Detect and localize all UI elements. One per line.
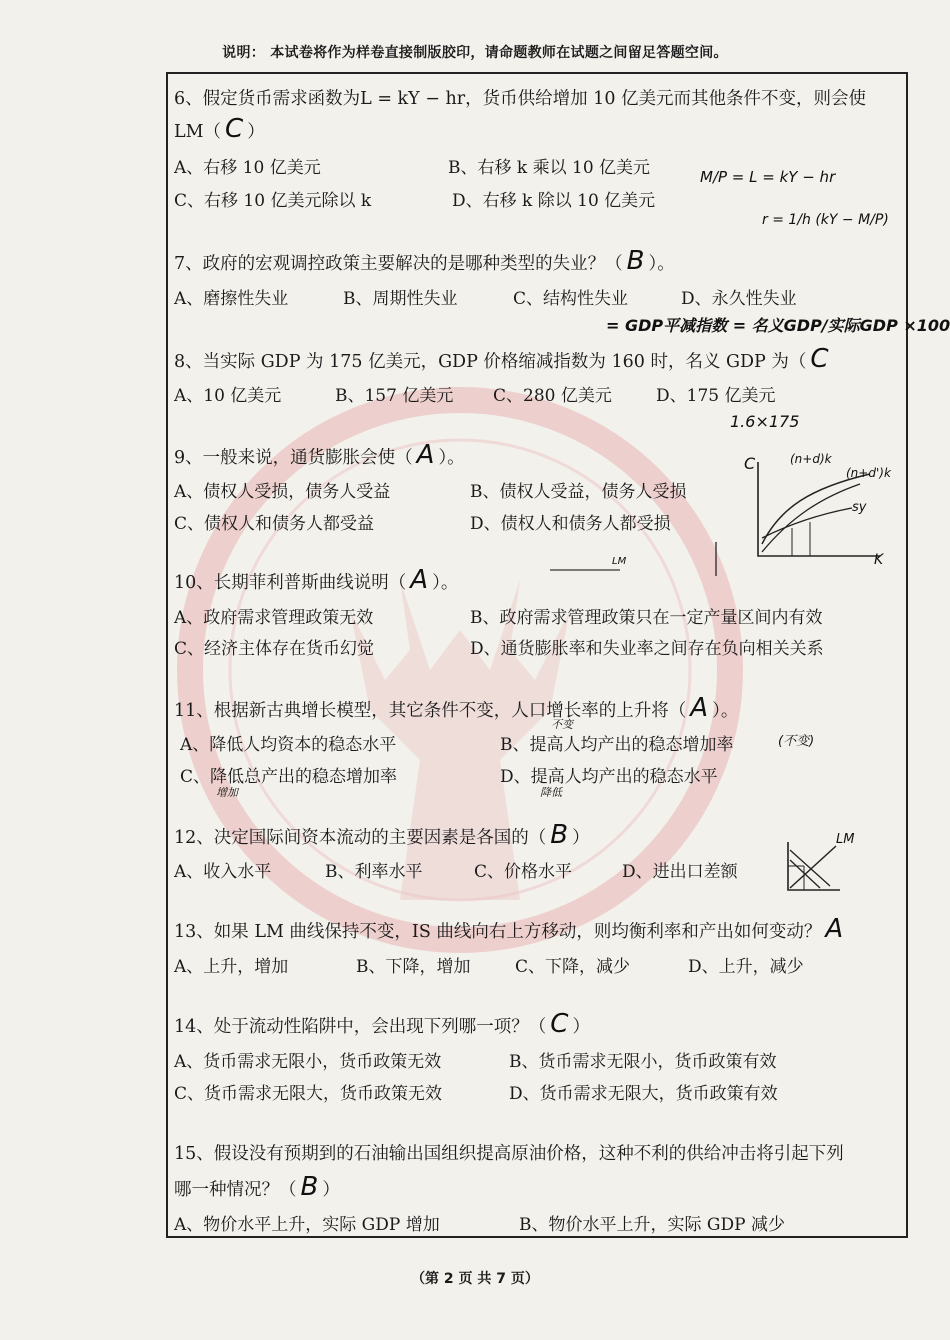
option-b: B、157 亿美元: [335, 386, 454, 406]
option-a: A、10 亿美元: [174, 386, 282, 406]
handwritten-note: (n+d')k: [846, 466, 891, 480]
option-a: A、债权人受损，债务人受益: [174, 482, 391, 502]
handwritten-answer: C: [550, 1009, 569, 1039]
option-a: A、右移 10 亿美元: [174, 158, 321, 178]
handwritten-note: r = 1/h (kY − M/P): [762, 212, 889, 228]
handwritten-note: 增加: [216, 786, 238, 799]
option-b: B、周期性失业: [343, 289, 458, 309]
option-a: A、货币需求无限小，货币政策无效: [174, 1052, 442, 1072]
handwritten-answer: B: [300, 1172, 319, 1202]
handwritten-answer: A: [825, 914, 844, 944]
question-11: [174, 693, 739, 723]
option-b: B、债权人受益，债务人受损: [470, 482, 687, 502]
handwritten-answer: B: [626, 246, 645, 276]
handwritten-answer: C: [225, 114, 244, 144]
question-stem: 10、长期菲利普斯曲线说明（: [174, 573, 407, 593]
question-stem: LM（: [174, 122, 222, 142]
option-b: B、右移 k 乘以 10 亿美元: [448, 158, 651, 178]
handwritten-note: C: [744, 454, 756, 473]
handwritten-note: 不变: [551, 718, 573, 731]
option-d: D、货币需求无限大，货币政策有效: [509, 1084, 778, 1104]
question-stem: ）: [572, 1017, 590, 1037]
question-stem: ）。: [648, 254, 675, 274]
question-stem: 8、当实际 GDP 为 175 亿美元，GDP 价格缩减指数为 160 时，名义 GDP 为（: [174, 352, 807, 372]
option-b: B、政府需求管理政策只在一定产量区间内有效: [470, 608, 823, 628]
page-header: 说明： 本试卷将作为样卷直接制版胶印，请命题教师在试题之间留足答题空间。: [222, 45, 728, 61]
question-stem: ）: [247, 122, 265, 142]
question-stem: ）: [322, 1180, 340, 1200]
handwritten-answer: B: [550, 820, 569, 850]
question-9: [174, 440, 465, 470]
question-15: [174, 1143, 844, 1165]
option-b: B、下降，增加: [356, 957, 471, 977]
handwritten-note: K: [874, 552, 884, 568]
question-12: [174, 820, 590, 850]
question-stem: 9、一般来说，通货膨胀会使（: [174, 448, 413, 468]
option-c: C、降低总产出的稳态增加率: [180, 767, 398, 787]
handwritten-note: 1.6×175: [730, 412, 800, 431]
question-13: [174, 914, 847, 944]
question-stem: 哪一种情况？（: [174, 1180, 297, 1200]
question-6-line2: [174, 114, 265, 144]
question-6: [174, 88, 866, 110]
option-d: D、进出口差额: [622, 862, 738, 882]
option-a: A、磨擦性失业: [174, 289, 289, 309]
page-footer: （第 2 页 共 7 页）: [411, 1271, 539, 1287]
option-a: A、降低人均资本的稳态水平: [180, 735, 397, 755]
option-d: D、通货膨胀率和失业率之间存在负向相关关系: [470, 639, 824, 659]
question-14: [174, 1009, 590, 1039]
handwritten-note: LM: [612, 556, 627, 567]
option-d: D、提高人均产出的稳态水平: [500, 767, 718, 787]
option-d: D、债权人和债务人都受损: [470, 514, 671, 534]
handwritten-note: (n+d)k: [790, 452, 832, 466]
question-stem: 11、根据新古典增长模型，其它条件不变，人口增长率的上升将（: [174, 701, 687, 721]
option-c: C、280 亿美元: [493, 386, 612, 406]
question-stem: 15、假设没有预期到的石油输出国组织提高原油价格，这种不利的供给冲击将引起下列: [174, 1144, 844, 1164]
handwritten-note: = GDP平减指数 = 名义GDP/实际GDP ×100: [606, 316, 950, 335]
question-stem: 13、如果 LM 曲线保持不变，IS 曲线向右上方移动，则均衡利率和产出如何变动？: [174, 922, 822, 942]
question-stem: ）。: [712, 701, 739, 721]
handwritten-answer: A: [410, 565, 429, 595]
handwritten-note: 降低: [540, 786, 562, 799]
handwritten-answer: A: [416, 440, 435, 470]
option-b: B、利率水平: [325, 862, 423, 882]
option-b: B、提高人均产出的稳态增加率: [500, 735, 734, 755]
handwritten-note: M/P = L = kY − hr: [700, 168, 836, 186]
option-c: C、经济主体存在货币幻觉: [174, 639, 375, 659]
handwritten-answer: A: [690, 693, 709, 723]
question-stem: ）。: [432, 573, 459, 593]
option-d: D、175 亿美元: [656, 386, 776, 406]
question-15-line2: [174, 1172, 340, 1202]
option-c: C、结构性失业: [513, 289, 629, 309]
option-d: D、上升，减少: [688, 957, 804, 977]
question-7: [174, 246, 675, 276]
option-d: D、右移 k 除以 10 亿美元: [452, 191, 656, 211]
option-d: D、永久性失业: [681, 289, 797, 309]
option-a: A、收入水平: [174, 862, 272, 882]
handwritten-note: (不变): [778, 734, 815, 749]
option-a: A、上升，增加: [174, 957, 289, 977]
option-c: C、债权人和债务人都受益: [174, 514, 375, 534]
handwritten-note: LM: [836, 832, 855, 847]
question-8: [174, 344, 833, 374]
question-stem: 12、决定国际间资本流动的主要因素是各国的（: [174, 828, 547, 848]
option-a: A、政府需求管理政策无效: [174, 608, 374, 628]
option-c: C、价格水平: [474, 862, 573, 882]
option-b: B、物价水平上升，实际 GDP 减少: [519, 1215, 785, 1235]
question-stem: 6、假定货币需求函数为L = kY − hr，货币供给增加 10 亿美元而其他条件不变，则会使: [174, 89, 867, 109]
option-c: C、货币需求无限大，货币政策无效: [174, 1084, 443, 1104]
handwritten-answer: C: [810, 344, 829, 374]
option-b: B、货币需求无限小，货币政策有效: [509, 1052, 777, 1072]
question-stem: 7、政府的宏观调控政策主要解决的是哪种类型的失业？（: [174, 254, 623, 274]
handwritten-lm-sketch: [540, 540, 730, 580]
question-stem: ）: [572, 828, 590, 848]
handwritten-note: sy: [852, 500, 867, 515]
question-stem: 14、处于流动性陷阱中，会出现下列哪一项？（: [174, 1017, 547, 1037]
option-c: C、下降，减少: [515, 957, 631, 977]
question-stem: ）。: [438, 448, 465, 468]
question-10: [174, 565, 459, 595]
option-a: A、物价水平上升，实际 GDP 增加: [174, 1215, 440, 1235]
option-c: C、右移 10 亿美元除以 k: [174, 191, 372, 211]
